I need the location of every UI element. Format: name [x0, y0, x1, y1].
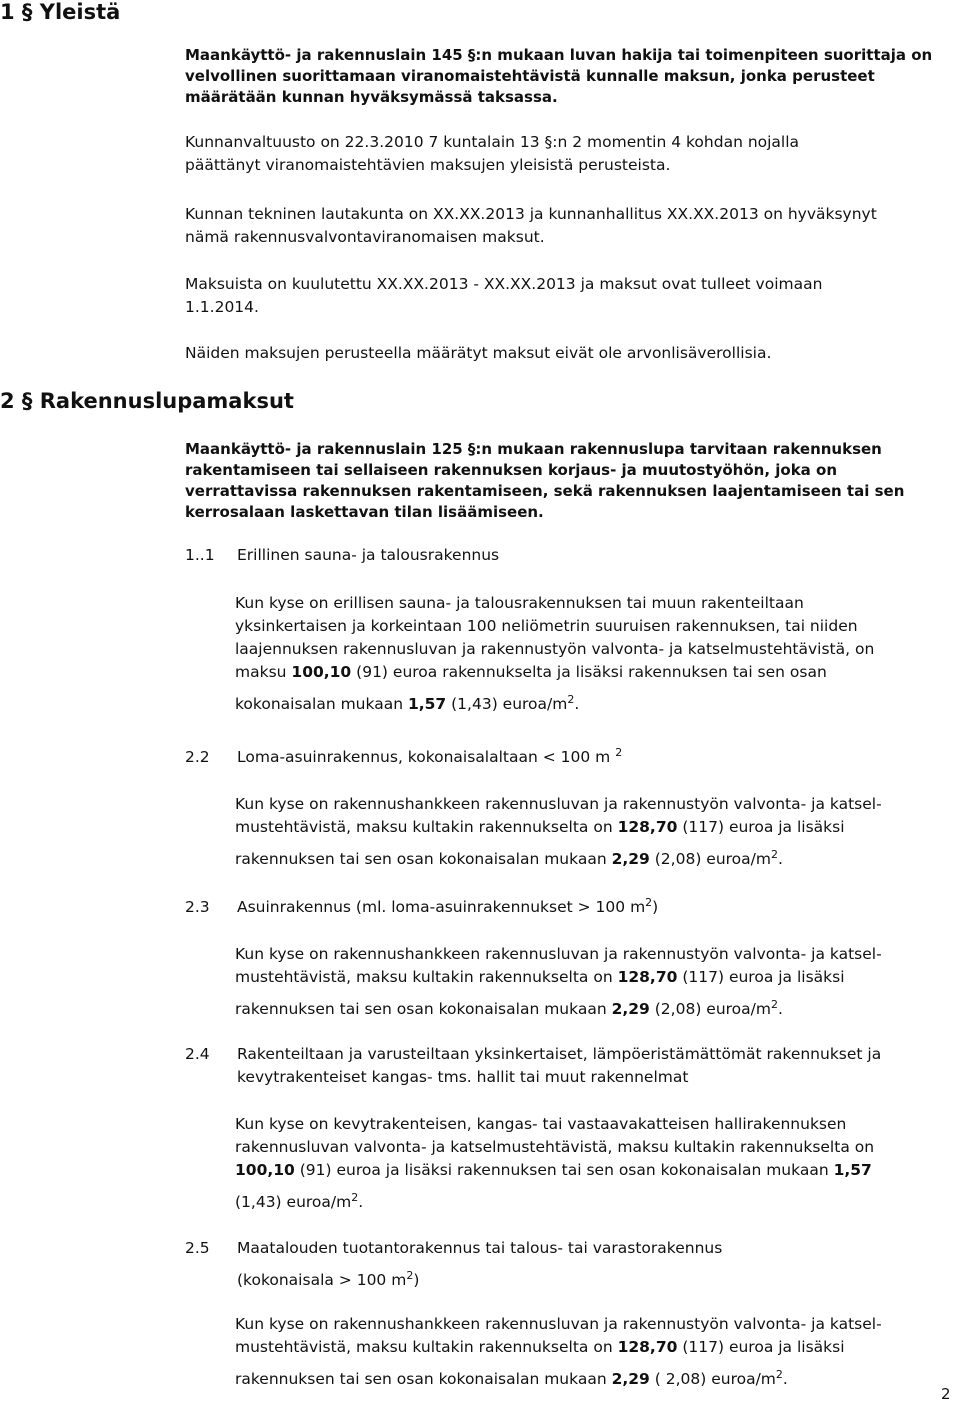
text-span: (2,08) euroa/m: [649, 1000, 771, 1018]
superscript: 2: [775, 1368, 783, 1381]
text-line: laajennuksen rakennusluvan ja rakennustyön valvonta- ja katselmustehtävistä, on: [235, 640, 875, 658]
item-heading-maatalous: [185, 1237, 955, 1292]
item-number: 2.5: [185, 1239, 210, 1257]
item-title: Loma-asuinrakennus, kokonaisalaltaan < 100 m: [237, 748, 616, 766]
fee-amount: 1,57: [407, 695, 447, 713]
text-line: Kunnanvaltuusto on 22.3.2010 7 kuntalain 13 §:n 2 momentin 4 kohdan nojalla: [185, 133, 800, 151]
fee-amount: 1,57: [833, 1161, 872, 1179]
section-heading-yleista: 1 § Yleistä: [0, 0, 121, 24]
item-body-asuinrakennus: [235, 943, 960, 1021]
item-number: 2.3: [185, 898, 210, 916]
item-body-kevytrakenteiset: [235, 1113, 960, 1214]
superscript: 2: [567, 693, 575, 706]
superscript: 2: [615, 746, 623, 759]
item-title-end: ): [652, 898, 659, 916]
paragraph-mrl-145: Maankäyttö- ja rakennuslain 145 §:n mukaan luvan hakija tai toimenpiteen suorittaja on velvollinen suorittamaan viranomaistehtävistä kunnalle maksun, jonka perusteet määrätään kunnan hyväksymässä taksassa.: [185, 46, 933, 106]
text-span: (91) euroa ja lisäksi rakennuksen tai sen osan kokonaisalan mukaan: [294, 1161, 834, 1179]
paragraph-arvonlisavero: Näiden maksujen perusteella määrätyt maksut eivät ole arvonlisäverollisia.: [185, 344, 772, 362]
text-line: Kun kyse on rakennushankkeen rakennusluvan ja rakennustyön valvonta- ja katsel-: [235, 795, 882, 813]
item-body-sauna: [235, 592, 955, 716]
text-line: Kun kyse on kevytrakenteisen, kangas- tai vastaavakatteisen hallirakennuksen: [235, 1115, 847, 1133]
fee-amount: 2,29: [611, 1370, 650, 1388]
text-span: (kokonaisala > 100 m: [237, 1271, 407, 1289]
superscript: 2: [645, 896, 653, 909]
text-span: (117) euroa ja lisäksi: [677, 968, 845, 986]
item-title-line2: kevytrakenteiset kangas- tms. hallit tai muut rakennelmat: [237, 1068, 689, 1086]
text-span: .: [782, 1370, 788, 1388]
text-span: rakennuksen tai sen osan kokonaisalan mukaan: [235, 1370, 612, 1388]
item-heading-asuinrakennus: [185, 891, 945, 919]
fee-amount: 100,10: [235, 1161, 295, 1179]
paragraph-kunnanvaltuusto: [185, 131, 955, 177]
text-line: [235, 688, 955, 716]
item-title: Asuinrakennus (ml. loma-asuinrakennukset > 100 m: [237, 898, 646, 916]
text-span: (1,43) euroa/m: [235, 1193, 352, 1211]
text-line: [235, 966, 960, 989]
text-span: .: [777, 850, 783, 868]
text-span: kokonaisalan mukaan: [235, 695, 408, 713]
text-line: [235, 1336, 960, 1359]
fee-amount: 128,70: [617, 1338, 678, 1356]
section-heading-rakennuslupamaksut: 2 § Rakennuslupamaksut: [0, 389, 294, 413]
text-span: (2,08) euroa/m: [649, 850, 771, 868]
text-line: Kun kyse on rakennushankkeen rakennusluvan ja rakennustyön valvonta- ja katsel-: [235, 945, 882, 963]
item-body-maatalous: [235, 1313, 960, 1391]
text-line: [235, 1363, 960, 1391]
item-title: Rakenteiltaan ja varusteiltaan yksinkertaiset, lämpöeristämättömät rakennukset ja: [237, 1045, 882, 1063]
item-number: 2.2: [185, 748, 210, 766]
text-line: rakennusluvan valvonta- ja katselmustehtävistä, maksu kultakin rakennukselta on: [235, 1138, 875, 1156]
text-line: nämä rakennusvalvontaviranomaisen maksut.: [185, 228, 545, 246]
item-heading-kevytrakenteiset: [185, 1043, 955, 1089]
text-span: rakennuksen tai sen osan kokonaisalan mukaan: [235, 850, 612, 868]
superscript: 2: [406, 1269, 414, 1282]
text-span: mustehtävistä, maksu kultakin rakennukselta on: [235, 818, 618, 836]
superscript: 2: [770, 998, 778, 1011]
superscript: 2: [351, 1191, 359, 1204]
text-line: [235, 661, 955, 684]
paragraph-mrl-125: Maankäyttö- ja rakennuslain 125 §:n mukaan rakennuslupa tarvitaan rakennuksen rakentamiseen tai sellaiseen rakennuksen korjaus- ja muutostyöhön, joka on verrattavissa rakennuksen rakentamiseen, sekä rakennuksen laajentamiseen tai sen kerrosalaan laskettavan tilan lisäämiseen.: [185, 440, 905, 521]
text-line: Kun kyse on erillisen sauna- ja talousrakennuksen tai muun rakenteiltaan: [235, 594, 804, 612]
item-number: 2.4: [185, 1045, 210, 1063]
paragraph-lautakunta: [185, 203, 960, 249]
text-span: (91) euroa rakennukselta ja lisäksi rakennuksen tai sen osan: [351, 663, 827, 681]
item-heading-loma-asunto: [185, 741, 945, 769]
text-line: [235, 816, 960, 839]
text-span: mustehtävistä, maksu kultakin rakennukselta on: [235, 968, 618, 986]
text-span: (117) euroa ja lisäksi: [677, 818, 845, 836]
text-line: päättänyt viranomaistehtävien maksujen yleisistä perusteista.: [185, 156, 671, 174]
fee-amount: 128,70: [617, 968, 678, 986]
text-span: maksu: [235, 663, 292, 681]
item-title: Erillinen sauna- ja talousrakennus: [237, 546, 500, 564]
fee-amount: 2,29: [611, 850, 650, 868]
text-line: [235, 1186, 960, 1214]
text-span: (117) euroa ja lisäksi: [677, 1338, 845, 1356]
text-span: rakennuksen tai sen osan kokonaisalan mukaan: [235, 1000, 612, 1018]
text-line: Kun kyse on rakennushankkeen rakennusluvan ja rakennustyön valvonta- ja katsel-: [235, 1315, 882, 1333]
text-span: ( 2,08) euroa/m: [649, 1370, 776, 1388]
text-span: .: [777, 1000, 783, 1018]
item-body-loma-asunto: [235, 793, 960, 871]
paragraph-kuulutus: [185, 273, 955, 319]
item-title: Maatalouden tuotantorakennus tai talous- tai varastorakennus: [237, 1239, 723, 1257]
text-line: [235, 993, 960, 1021]
fee-amount: 2,29: [611, 1000, 650, 1018]
item-number: 1..1: [185, 546, 215, 564]
text-line: [235, 1159, 960, 1182]
item-heading-sauna: [185, 544, 945, 567]
text-span: .: [574, 695, 580, 713]
item-title-line2: [185, 1264, 955, 1292]
text-line: 1.1.2014.: [185, 298, 259, 316]
text-span: .: [358, 1193, 364, 1211]
text-line: [235, 843, 960, 871]
text-line: Maksuista on kuulutettu XX.XX.2013 - XX.XX.2013 ja maksut ovat tulleet voimaan: [185, 275, 823, 293]
fee-amount: 128,70: [617, 818, 678, 836]
superscript: 2: [770, 848, 778, 861]
text-span: ): [413, 1271, 420, 1289]
text-line: Kunnan tekninen lautakunta on XX.XX.2013 ja kunnanhallitus XX.XX.2013 on hyväksynyt: [185, 205, 877, 223]
text-span: (1,43) euroa/m: [446, 695, 568, 713]
text-span: mustehtävistä, maksu kultakin rakennukselta on: [235, 1338, 618, 1356]
text-line: yksinkertaisen ja korkeintaan 100 neliömetrin suuruisen rakennuksen, tai niiden: [235, 617, 858, 635]
page-number: 2: [941, 1385, 951, 1403]
fee-amount: 100,10: [291, 663, 352, 681]
